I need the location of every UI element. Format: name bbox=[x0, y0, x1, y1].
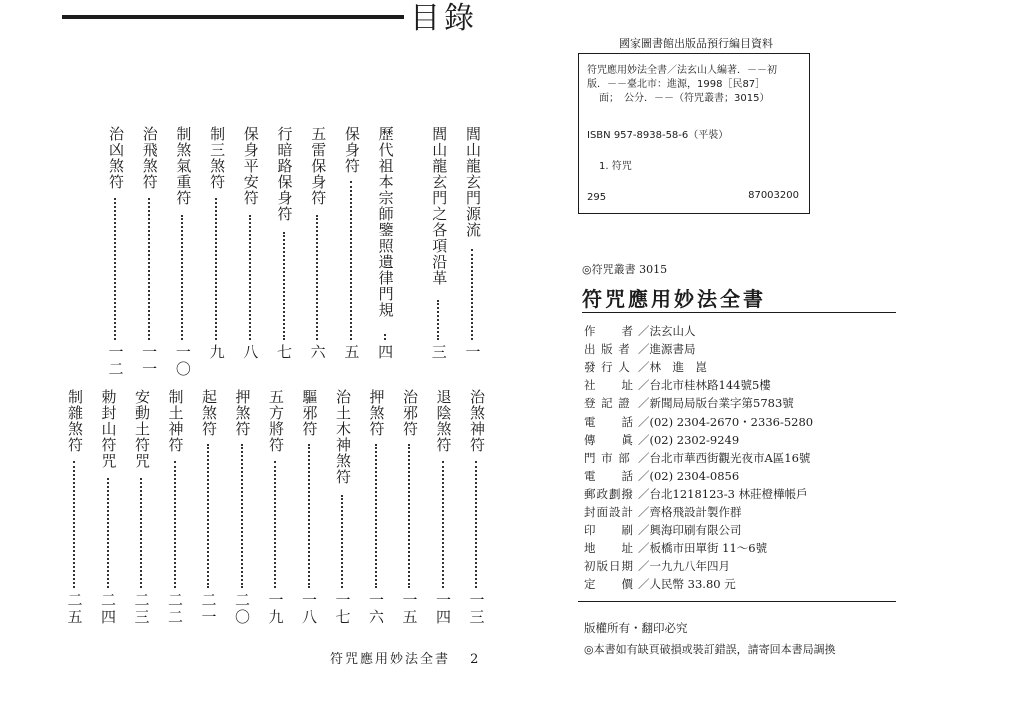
toc-leader-dots bbox=[475, 461, 477, 588]
toc-entry-title: 治飛煞符 bbox=[140, 126, 159, 190]
toc-entry-title: 安動土符咒 bbox=[133, 389, 151, 469]
title-rule bbox=[582, 312, 896, 313]
heading-rule bbox=[62, 15, 404, 19]
cip-record-box bbox=[578, 53, 810, 214]
book-title: 符咒應用妙法全書 bbox=[582, 287, 766, 311]
toc-entry-title: 治邪符 bbox=[401, 389, 419, 437]
cip-isbn: ISBN 957-8938-58-6（平裝） bbox=[587, 130, 729, 141]
imprint-key: 傳 眞 bbox=[584, 432, 634, 447]
imprint-key: 定 價 bbox=[584, 577, 634, 592]
imprint-row bbox=[584, 322, 696, 340]
imprint-key: 門 市 部 bbox=[584, 450, 631, 465]
imprint-row bbox=[584, 521, 742, 539]
toc-entry-title: 保身平安符 bbox=[241, 126, 260, 206]
imprint-value: ／齊格飛設計製作群 bbox=[638, 505, 742, 519]
toc-leader-dots bbox=[442, 461, 444, 588]
toc-entry-title: 押煞符 bbox=[367, 389, 386, 437]
toc-entry-title: 押煞符 bbox=[233, 389, 252, 437]
cip-class-number: 295 bbox=[587, 192, 607, 203]
cip-line-1: 符咒應用妙法全書／法玄山人編著．－－初 bbox=[587, 65, 777, 76]
imprint-value: ／台北市桂林路144號5樓 bbox=[638, 378, 771, 393]
imprint-value: ／一九九八年四月 bbox=[638, 559, 730, 574]
toc-entry-title: 治煞神符 bbox=[468, 389, 486, 453]
toc-page-number: 一 九 bbox=[268, 591, 284, 626]
imprint-row bbox=[584, 467, 739, 485]
imprint-value: ／林 進 崑 bbox=[638, 360, 707, 375]
toc-entry-title: 制煞氣重符 bbox=[174, 126, 193, 206]
imprint-row bbox=[584, 485, 808, 503]
imprint-row bbox=[584, 413, 813, 431]
cip-line-2: 版．－－臺北市：進源，1998［民87］ bbox=[587, 79, 766, 90]
imprint-row bbox=[584, 358, 707, 376]
toc-leader-dots bbox=[174, 461, 176, 588]
toc-leader-dots bbox=[241, 444, 243, 588]
toc-page-number: 二 一 bbox=[201, 591, 217, 626]
toc-page-number: 五 bbox=[344, 343, 360, 361]
toc-entry-title: 保身符 bbox=[342, 126, 361, 174]
rights-notice: 版權所有・翻印必究 bbox=[584, 621, 688, 635]
toc-entry-title: 五雷保身符 bbox=[309, 126, 328, 206]
imprint-row bbox=[584, 449, 810, 467]
toc-page-number: 二 〇 bbox=[234, 591, 250, 626]
toc-entry-title: 治土木神煞符 bbox=[334, 389, 352, 485]
toc-page-number: 二 三 bbox=[134, 591, 150, 626]
toc-entry-title: 閭山龍玄門之各項沿革 bbox=[430, 126, 449, 286]
toc-leader-dots bbox=[73, 461, 75, 588]
imprint-row bbox=[584, 376, 771, 394]
cip-subject: 1. 符咒 bbox=[599, 161, 632, 172]
imprint-key: 社 址 bbox=[584, 378, 634, 393]
imprint-key: 電 話 bbox=[584, 414, 634, 429]
imprint-value: ／進源書局 bbox=[638, 342, 696, 357]
toc-entry-title: 起煞符 bbox=[200, 389, 218, 437]
toc-page-number: 一 五 bbox=[402, 591, 418, 626]
cip-title: 國家圖書館出版品預行編目資料 bbox=[619, 37, 773, 50]
page-footer bbox=[330, 648, 480, 667]
toc-leader-dots bbox=[308, 444, 310, 588]
imprint-value: ／(02) 2302-9249 bbox=[638, 432, 740, 447]
cip-record-number: 87003200 bbox=[748, 190, 799, 201]
toc-page-number: 四 bbox=[378, 343, 394, 361]
toc-page-number: 三 bbox=[431, 343, 447, 361]
imprint-value: ／法玄山人 bbox=[638, 324, 696, 338]
toc-entry-title: 五方將符 bbox=[267, 389, 285, 453]
imprint-key: 郵政劃撥 bbox=[584, 486, 634, 501]
imprint-row bbox=[584, 539, 767, 557]
toc-entry-title: 驅邪符 bbox=[300, 389, 319, 437]
toc-page-number: 一 七 bbox=[335, 591, 351, 626]
toc-leader-dots bbox=[107, 478, 109, 588]
toc-heading: 目錄 bbox=[410, 1, 478, 36]
footer-book-title: 符咒應用妙法全書 bbox=[330, 652, 451, 667]
toc-page-number: 一 四 bbox=[435, 591, 451, 626]
toc-entry-title: 制三煞符 bbox=[208, 126, 227, 190]
toc-page-number: 一 二 bbox=[108, 343, 124, 378]
toc-entry-title: 治凶煞符 bbox=[107, 126, 125, 190]
imprint-key: 封面設計 bbox=[584, 505, 634, 519]
imprint-value: ／台北1218123-3 林莊橙樺帳戶 bbox=[638, 486, 808, 501]
imprint-value: ／台北市華西街觀光夜市A區16號 bbox=[638, 450, 811, 465]
toc-page-number: 一 bbox=[465, 343, 481, 361]
toc-page-number: 二 二 bbox=[167, 591, 183, 626]
imprint-key: 作 者 bbox=[584, 324, 634, 338]
toc-page-number: 一 八 bbox=[301, 591, 317, 626]
toc-leader-dots bbox=[471, 249, 473, 340]
imprint-key: 出 版 者 bbox=[584, 342, 631, 357]
imprint-key: 印 刷 bbox=[584, 523, 634, 538]
toc-leader-dots bbox=[283, 232, 285, 340]
toc-entry-title: 制土神符 bbox=[166, 389, 185, 453]
toc-page-number: 七 bbox=[276, 343, 292, 361]
toc-page-number: 一 三 bbox=[469, 591, 485, 626]
replacement-notice: ◎本書如有缺頁破損或裝訂錯誤，請寄回本書局調換 bbox=[584, 643, 836, 656]
toc-leader-dots bbox=[207, 444, 209, 588]
imprint-key: 發 行 人 bbox=[584, 360, 631, 375]
toc-entry-title: 退陰煞符 bbox=[434, 389, 453, 453]
imprint-value: ／(02) 2304-2670・2336-5280 bbox=[638, 414, 814, 429]
imprint-key: 電 話 bbox=[584, 468, 634, 483]
toc-leader-dots bbox=[350, 181, 352, 340]
page-number: 2 bbox=[470, 652, 481, 667]
imprint-row bbox=[584, 394, 794, 412]
toc-entry-title: 行暗路保身符 bbox=[275, 126, 294, 222]
imprint-value: ／人民幣 33.80 元 bbox=[638, 577, 736, 592]
imprint-key: 地 址 bbox=[584, 541, 634, 556]
toc-page-number: 九 bbox=[209, 343, 225, 361]
toc-page-number: 一 一 bbox=[142, 343, 158, 378]
toc-leader-dots bbox=[140, 478, 142, 588]
toc-leader-dots bbox=[249, 215, 251, 340]
toc-entry-title: 勅封山符咒 bbox=[99, 389, 118, 469]
toc-leader-dots bbox=[215, 198, 217, 340]
toc-leader-dots bbox=[274, 461, 276, 588]
imprint-value: ／新聞局局版台業字第5783號 bbox=[638, 396, 794, 411]
imprint-row bbox=[584, 575, 736, 593]
toc-leader-dots bbox=[341, 495, 343, 588]
toc-entry-title: 閭山龍玄門源流 bbox=[464, 126, 482, 238]
imprint-row bbox=[584, 340, 696, 358]
imprint-value: ／板橋市田單街 11～6號 bbox=[638, 541, 768, 556]
imprint-value: ／興海印刷有限公司 bbox=[638, 523, 742, 538]
series-label: ◎符咒叢書 3015 bbox=[582, 263, 668, 276]
toc-leader-dots bbox=[375, 444, 377, 588]
toc-leader-dots bbox=[437, 300, 439, 340]
toc-entry-title: 歷代祖本宗師鑒照遺律門規 bbox=[376, 126, 395, 318]
toc-page-number: 一 〇 bbox=[175, 343, 191, 378]
imprint-row bbox=[584, 431, 739, 449]
imprint-rule bbox=[578, 601, 896, 602]
toc-page-number: 二 四 bbox=[100, 591, 116, 626]
toc-page-number: 八 bbox=[243, 343, 259, 361]
cip-line-3: 面； 公分．－－（符咒叢書；3015） bbox=[599, 93, 770, 104]
toc-leader-dots bbox=[408, 444, 410, 588]
toc-leader-dots bbox=[316, 215, 318, 340]
imprint-value: ／(02) 2304-0856 bbox=[638, 468, 740, 483]
toc-leader-dots bbox=[114, 198, 116, 340]
toc-leader-dots bbox=[181, 215, 183, 340]
toc-leader-dots bbox=[384, 334, 386, 340]
imprint-row bbox=[584, 557, 730, 575]
toc-page-number: 一 六 bbox=[368, 591, 384, 626]
toc-entry-title: 制雜煞符 bbox=[66, 389, 84, 453]
imprint-key: 初版日期 bbox=[584, 559, 634, 574]
imprint-row bbox=[584, 503, 742, 521]
toc-leader-dots bbox=[148, 198, 150, 340]
imprint-key: 登 記 證 bbox=[584, 396, 631, 411]
toc-page-number: 六 bbox=[310, 343, 326, 361]
toc-page-number: 二 五 bbox=[67, 591, 83, 626]
